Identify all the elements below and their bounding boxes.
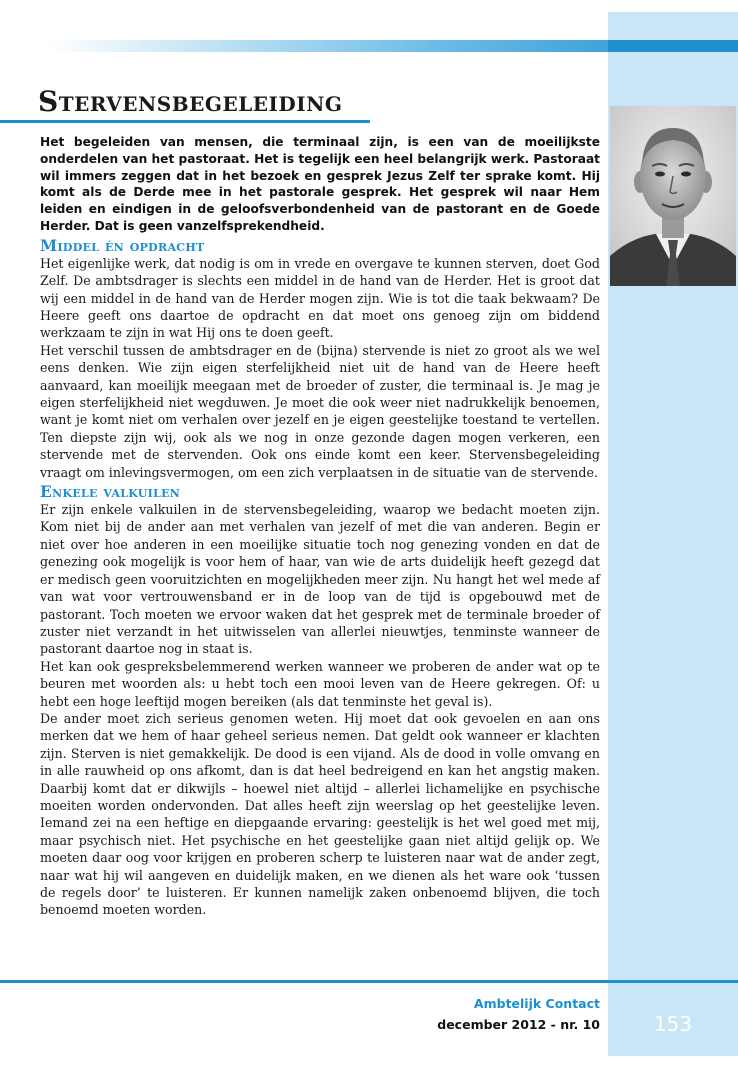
author-portrait [610, 106, 736, 286]
paragraph: De ander moet zich serieus genomen weten. Hij moet dat ook gevoelen en aan ons merken dat we hem of haar geheel serieus nemen. Dat geldt ook wanneer er klachten zijn. Sterven is niet gemakkelijk. De dood is een vijand. Als de dood in volle omvang en in alle rauwheid op ons afkomt, dan is dat heel bedreigend en kan het angstig maken. Daarbij komt dat er dikwijls – hoewel niet altijd – allerlei lichamelijke en psychische moeiten worden ondervonden. Dat alles heeft zijn weerslag op het geestelijke leven. Iemand zei na een heftige en diepgaande ervaring: geestelijk is het wel goed met mij, maar psychisch niet. Het psychische en het geestelijke gaan niet altijd gelijk op. We moeten daar oog voor krijgen en proberen scherp te luisteren naar wat de ander zegt, naar wat hij wil aangeven en duidelijk maken, en we dienen als het ware ook ‘tussen de regels door’ te luisteren. Er kunnen namelijk zaken onbenoemd blijven, die toch benoemd moeten worden. [40, 710, 600, 918]
issue-info: december 2012 - nr. 10 [437, 1017, 600, 1032]
article-intro: Het begeleiden van mensen, die terminaal zijn, is een van de moeilijkste onderdelen van het pastoraat. Het is tegelijk een heel belangrijk werk. Pastoraat wil immers zeggen dat in het bezoek en gesprek Jezus Zelf ter sprake komt. Hij komt als de Derde mee in het pastorale gesprek. Het gesprek wil naar Hem leiden en eindigen in de geloofsverbondenheid van de pastorant en de Goede Herder. Dat is geen vanzelfsprekendheid. [40, 135, 600, 233]
top-bar-side-segment [608, 40, 738, 52]
magazine-name: Ambtelijk Contact [473, 996, 600, 1011]
portrait-photo [610, 106, 736, 286]
title-underline [0, 120, 370, 123]
section-heading-middel: Middel én opdracht [40, 235, 205, 255]
article-title: Stervensbegeleiding [38, 85, 343, 118]
article-body [40, 134, 600, 919]
paragraph: Het verschil tussen de ambtsdrager en de (bijna) stervende is niet zo groot als we wel eens denken. Wie zijn eigen sterfelijkheid niet uit de hand van de Heere heeft aanvaard, kan moeilijk meegaan met de broeder of zuster, die terminaal is. Je mag je eigen sterfelijkheid niet wegduwen. Je moet die ook weer niet nadrukkelijk benoemen, want je komt niet om verhalen over jezelf en je eigen geestelijke toestand te vertellen. Ten diepste zijn wij, ook als we nog in onze gezonde dagen mogen verkeren, een stervende met de stervenden. Ook ons einde komt een keer. Stervensbegeleiding vraagt om inlevingsvermogen, om een zich verplaatsen in de situatie van de stervende. [40, 342, 600, 480]
paragraph: Het eigenlijke werk, dat nodig is om in vrede en overgave te kunnen sterven, doet God Zelf. De ambtsdrager is slechts een middel in de hand van de Herder. Het is groot dat wij een middel in de hand van de Herder mogen zijn. Wie is tot die taak bekwaam? De Heere geeft ons daartoe de opdracht en dat moet ons genoeg zijn om biddend werkzaam te zijn in wat Hij ons te doen geeft. [40, 255, 600, 341]
section-heading-valkuilen: Enkele valkuilen [40, 482, 181, 502]
paragraph: Er zijn enkele valkuilen in de stervensbegeleiding, waarop we bedacht moeten zijn. Kom niet bij de ander aan met verhalen van jezelf of met die van anderen. Begin er niet over hoe anderen in een moeilijke situatie toch nog genezing vonden en dat de genezing ook mogelijk is voor hem of haar, van wie de arts duidelijk heeft gezegd dat er medisch geen vooruitzichten en mogelijkheden meer zijn. Nu hangt het wel mede af van wat voor vertrouwensband er in de loop van de tijd is opgebouwd met de pastorant. Toch moeten we ervoor waken dat het gesprek met de terminale broeder of zuster niet verzandt in het uitwisselen van allerlei nieuwtjes, tenminste wanneer de pastorant daartoe nog in staat is. [40, 502, 600, 657]
footer-rule [0, 980, 738, 983]
paragraph: Het kan ook gespreksbelemmerend werken wanneer we proberen de ander wat op te beuren met woorden als: u hebt toch een mooi leven van de Heere gekregen. Of: u hebt een hoge leeftijd mogen bereiken (als dat tenminste het geval is). [40, 658, 600, 709]
page-number: 153 [653, 1012, 693, 1036]
